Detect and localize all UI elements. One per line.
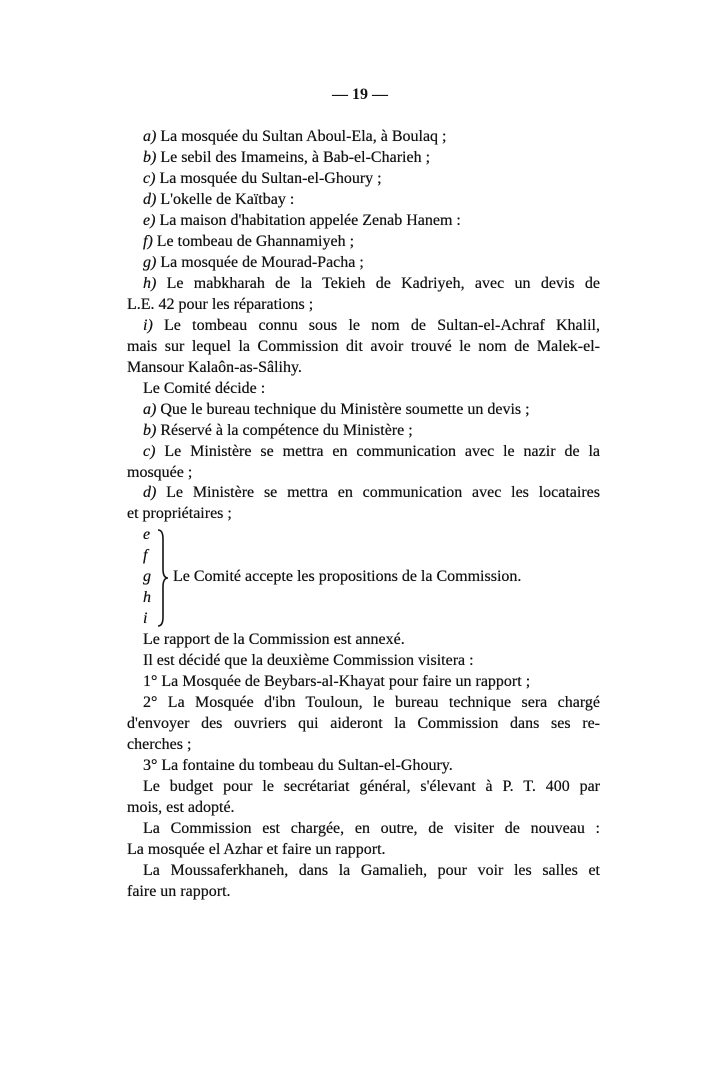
item-label: i) bbox=[143, 316, 153, 334]
brace-letter: f bbox=[143, 547, 148, 565]
line-text: faire un rapport. bbox=[127, 882, 231, 900]
line-text: mosquée ; bbox=[127, 463, 193, 481]
line-text: Le budget pour le secrétariat général, s'élevant à P. T. 400 par bbox=[143, 778, 600, 796]
list-item-line bbox=[127, 253, 600, 274]
line-text: La mosquée de Mourad-Pacha ; bbox=[160, 253, 364, 271]
line-text: Mansour Kalaôn-as-Sâlihy. bbox=[127, 358, 302, 376]
list-item-line bbox=[127, 483, 600, 504]
line-text: Que le bureau technique du Ministère soumette un devis ; bbox=[160, 400, 530, 418]
line-text: La mosquée el Azhar et faire un rapport. bbox=[127, 840, 386, 858]
line-text: 2° La Mosquée d'ibn Touloun, le bureau technique sera chargé bbox=[143, 694, 600, 712]
brace-letter: h bbox=[143, 589, 151, 607]
paragraph-line bbox=[127, 777, 600, 798]
paragraph-line bbox=[127, 630, 600, 651]
line-text: Le mabkharah de la Tekieh de Kadriyeh, avec un devis de bbox=[166, 274, 600, 292]
paragraph-line bbox=[127, 861, 600, 882]
decision-list bbox=[127, 400, 600, 526]
item-label: b) bbox=[143, 421, 157, 439]
item-label: e) bbox=[143, 211, 156, 229]
paragraph-line bbox=[127, 756, 600, 777]
list-item-line bbox=[127, 148, 600, 169]
list-item-line bbox=[127, 463, 600, 484]
paragraph-line bbox=[127, 840, 600, 861]
item-label: h) bbox=[143, 274, 157, 292]
inspection-list bbox=[127, 127, 600, 379]
item-label: d) bbox=[143, 484, 157, 502]
line-text: Le tombeau connu sous le nom de Sultan-el-Achraf Khalil, bbox=[164, 316, 600, 334]
page-body bbox=[127, 127, 600, 903]
brace-letter: g bbox=[143, 568, 151, 586]
item-label: a) bbox=[143, 400, 157, 418]
list-item-line bbox=[127, 316, 600, 337]
line-text: d'envoyer des ouvriers qui aideront la Commission dans ses re- bbox=[127, 715, 600, 733]
list-item-line bbox=[127, 295, 600, 316]
line-text: cherches ; bbox=[127, 736, 192, 754]
list-item-line bbox=[127, 442, 600, 463]
line-text: mois, est adopté. bbox=[127, 799, 235, 816]
list-item-line bbox=[127, 358, 600, 379]
line-text: L.E. 42 pour les réparations ; bbox=[127, 295, 314, 313]
line-text: mais sur lequel la Commission dit avoir trouvé le nom de Malek-el- bbox=[127, 337, 600, 355]
paragraphs bbox=[127, 630, 600, 903]
brace-letters bbox=[143, 525, 151, 630]
list-item-line bbox=[127, 211, 600, 232]
item-label: g) bbox=[143, 253, 157, 271]
line-text: Le sebil des Imameins, à Bab-el-Charieh ; bbox=[160, 148, 431, 166]
item-label: c) bbox=[143, 169, 156, 187]
list-item-line bbox=[127, 337, 600, 358]
line-text: La Moussaferkhaneh, dans la Gamalieh, pour voir les salles et bbox=[143, 861, 600, 879]
brace-letter: e bbox=[143, 526, 151, 544]
line-text: Le rapport de la Commission est annexé. bbox=[143, 631, 405, 649]
item-label: c) bbox=[143, 442, 156, 460]
item-label: b) bbox=[143, 148, 157, 166]
list-item-line bbox=[127, 504, 600, 525]
line-text: L'okelle de Kaïtbay : bbox=[160, 190, 295, 208]
list-item-line bbox=[127, 127, 600, 148]
line-text: 1° La Mosquée de Beybars-al-Khayat pour faire un rapport ; bbox=[143, 673, 531, 691]
list-item-line bbox=[127, 274, 600, 295]
line-text: Réservé à la compétence du Ministère ; bbox=[160, 421, 413, 439]
line-text: Le Ministère se mettra en communication avec le nazir de la bbox=[164, 442, 601, 460]
page-number: — 19 — bbox=[332, 86, 388, 103]
line-text: La mosquée du Sultan Aboul-Ela, à Boulaq ; bbox=[160, 128, 447, 145]
paragraph-line bbox=[127, 672, 600, 693]
paragraph-line bbox=[127, 693, 600, 714]
brace-text: Le Comité accepte les propositions de la Commission. bbox=[173, 568, 522, 586]
list-item-line bbox=[127, 190, 600, 211]
list-item-line bbox=[127, 400, 600, 421]
line-text: 3° La fontaine du tombeau du Sultan-el-Ghoury. bbox=[143, 757, 453, 775]
paragraph-line bbox=[127, 651, 600, 672]
paragraph-line bbox=[127, 714, 600, 735]
paragraph-line bbox=[127, 798, 600, 819]
item-label: d) bbox=[143, 190, 157, 208]
line-text: La Commission est chargée, en outre, de visiter de nouveau : bbox=[143, 819, 600, 837]
line-text: Le tombeau de Ghannamiyeh ; bbox=[156, 232, 355, 250]
list-item-line bbox=[127, 232, 600, 253]
line-text: La mosquée du Sultan-el-Ghoury ; bbox=[159, 169, 382, 187]
brace-group bbox=[127, 525, 600, 630]
line-text: Le Ministère se mettra en communication avec les locataires bbox=[166, 484, 600, 502]
curly-brace-icon bbox=[157, 529, 169, 627]
paragraph-line bbox=[127, 735, 600, 756]
paragraph-line bbox=[127, 882, 600, 903]
decision-intro: Le Comité décide : bbox=[143, 379, 266, 397]
item-label: f) bbox=[143, 232, 153, 250]
brace-letter: i bbox=[143, 610, 148, 628]
list-item-line bbox=[127, 421, 600, 442]
line-text: et propriétaires ; bbox=[127, 505, 232, 523]
line-text: La maison d'habitation appelée Zenab Hanem : bbox=[159, 211, 461, 229]
line-text: Il est décidé que la deuxième Commission visitera : bbox=[143, 652, 474, 670]
list-item-line bbox=[127, 169, 600, 190]
item-label: a) bbox=[143, 128, 157, 145]
paragraph-line bbox=[127, 819, 600, 840]
